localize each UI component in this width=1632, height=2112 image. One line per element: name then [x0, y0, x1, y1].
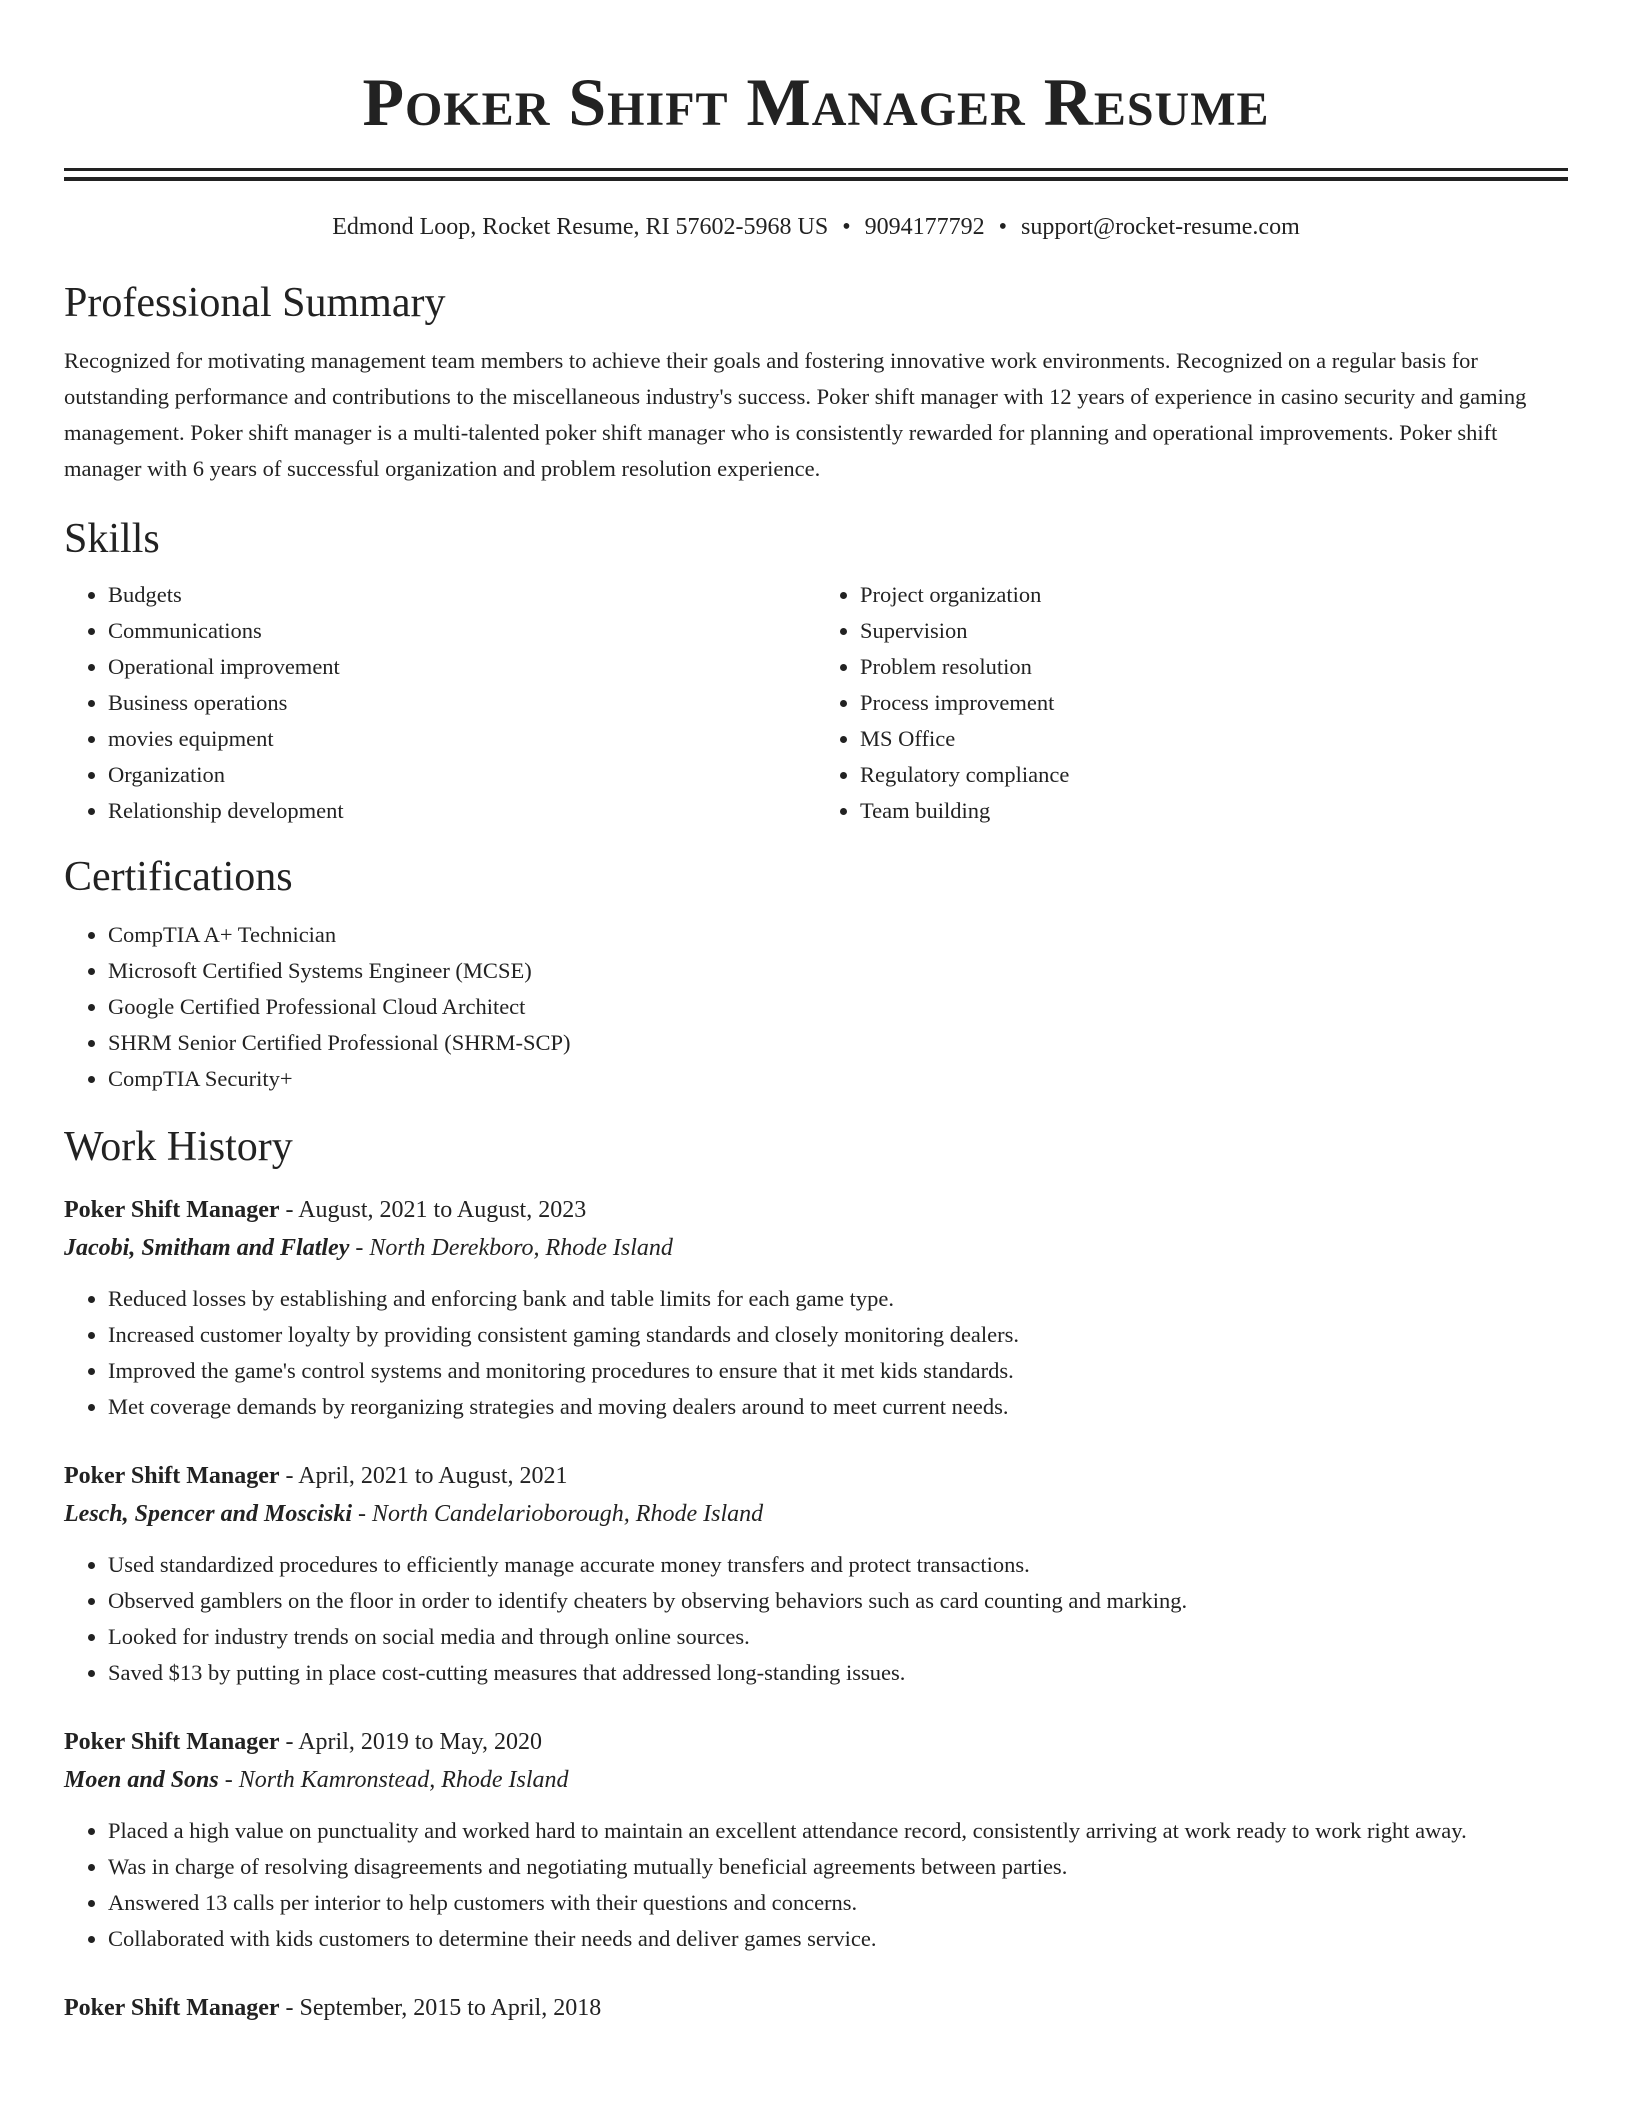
job-role: Poker Shift Manager [64, 1197, 280, 1223]
contact-separator: • [998, 214, 1008, 240]
skill-item: • Communications [108, 613, 816, 649]
job-role: Poker Shift Manager [64, 1463, 280, 1489]
job-bullet: • Increased customer loyalty by providing consistent gaming standards and closely monitoring dealers. [108, 1317, 1568, 1353]
job-title-line [64, 1989, 1568, 2027]
skill-item: • Project organization [860, 577, 1568, 613]
skill-item: • Process improvement [860, 685, 1568, 721]
certification-item: • SHRM Senior Certified Professional (SHRM-SCP) [108, 1025, 1568, 1061]
skill-item: • Supervision [860, 613, 1568, 649]
job-dates: - September, 2015 to April, 2018 [279, 1995, 602, 2021]
resume-page [64, 0, 1568, 2027]
skills-list-left [64, 577, 816, 829]
certifications-heading: Certifications [64, 854, 293, 900]
skill-item: • Business operations [108, 685, 816, 721]
skills-heading: Skills [64, 516, 160, 562]
job-company-line [64, 1761, 1568, 1799]
job-bullet: • Placed a high value on punctuality and worked hard to maintain an excellent attendance record, consistently arriving at work ready to work right away. [108, 1813, 1568, 1849]
job-bullet: • Answered 13 calls per interior to help customers with their questions and concerns. [108, 1885, 1568, 1921]
job-bullets [64, 1281, 1568, 1425]
skill-item: • Regulatory compliance [860, 757, 1568, 793]
certification-item: • Google Certified Professional Cloud Architect [108, 989, 1568, 1025]
job-bullet: • Saved $13 by putting in place cost-cutting measures that addressed long-standing issues. [108, 1655, 1568, 1691]
contact-separator: • [842, 214, 851, 240]
contact-line [64, 211, 1568, 243]
skill-item: • Relationship development [108, 793, 816, 829]
job-title-line [64, 1457, 1568, 1495]
job-dates: - August, 2021 to August, 2023 [279, 1197, 587, 1223]
job-dates: - April, 2019 to May, 2020 [279, 1729, 542, 1755]
skill-item: • Budgets [108, 577, 816, 613]
job-location: - North Derekboro, Rhode Island [349, 1235, 673, 1261]
job-company: Lesch, Spencer and Mosciski [64, 1501, 352, 1527]
job-role: Poker Shift Manager [64, 1995, 280, 2021]
skill-item: • Operational improvement [108, 649, 816, 685]
job-bullet: • Met coverage demands by reorganizing strategies and moving dealers around to meet current needs. [108, 1389, 1568, 1425]
contact-email: support@rocket-resume.com [1021, 214, 1300, 240]
job-company: Jacobi, Smitham and Flatley [64, 1235, 350, 1261]
contact-phone: 9094177792 [864, 214, 985, 240]
job-company: Moen and Sons [64, 1767, 219, 1793]
certifications-list [64, 917, 1568, 1097]
job-title-line [64, 1723, 1568, 1761]
job-entry [64, 1723, 1568, 1957]
contact-address: Edmond Loop, Rocket Resume, RI 57602-5968 US [332, 214, 829, 240]
skills-list-right [816, 577, 1568, 829]
job-entry [64, 1457, 1568, 1691]
job-company-line [64, 1495, 1568, 1533]
job-bullet: • Observed gamblers on the floor in order to identify cheaters by observing behaviors such as card counting and marking. [108, 1583, 1568, 1619]
job-bullet: • Reduced losses by establishing and enforcing bank and table limits for each game type. [108, 1281, 1568, 1317]
title-divider-top [64, 168, 1568, 171]
job-role: Poker Shift Manager [64, 1729, 280, 1755]
skills-columns [64, 577, 1568, 829]
skill-item: • Problem resolution [860, 649, 1568, 685]
job-bullet: • Used standardized procedures to efficiently manage accurate money transfers and protect transactions. [108, 1547, 1568, 1583]
job-company-line [64, 1229, 1568, 1267]
job-dates: - April, 2021 to August, 2021 [279, 1463, 568, 1489]
job-bullet: • Collaborated with kids customers to determine their needs and deliver games service. [108, 1921, 1568, 1957]
certification-item: • Microsoft Certified Systems Engineer (MCSE) [108, 953, 1568, 989]
job-location: - North Kamronstead, Rhode Island [218, 1767, 569, 1793]
job-entry [64, 1191, 1568, 1425]
job-bullets [64, 1813, 1568, 1957]
summary-heading: Professional Summary [64, 280, 446, 326]
job-bullet: • Improved the game's control systems and monitoring procedures to ensure that it met kids standards. [108, 1353, 1568, 1389]
title-divider-bottom [64, 177, 1568, 181]
resume-title: Poker Shift Manager Resume [362, 64, 1270, 140]
skill-item: • Team building [860, 793, 1568, 829]
summary-text: Recognized for motivating management team members to achieve their goals and fostering innovative work environments. Recognized on a regular basis for outstanding performance and contributions to the miscellaneous industry's success. Poker shift manager with 12 years of experience in casino security and gaming management. Poker shift manager is a multi-talented poker shift manager who is consistently rewarded for planning and operational improvements. Poker shift manager with 6 years of successful organization and problem resolution experience. [64, 348, 1527, 481]
skill-item: • Organization [108, 757, 816, 793]
skill-item: • movies equipment [108, 721, 816, 757]
job-location: - North Candelarioborough, Rhode Island [352, 1501, 764, 1527]
work-history-heading: Work History [64, 1124, 293, 1170]
skill-item: • MS Office [860, 721, 1568, 757]
job-bullet: • Was in charge of resolving disagreements and negotiating mutually beneficial agreements between parties. [108, 1849, 1568, 1885]
job-title-line [64, 1191, 1568, 1229]
certification-item: • CompTIA A+ Technician [108, 917, 1568, 953]
job-bullet: • Looked for industry trends on social media and through online sources. [108, 1619, 1568, 1655]
job-entry [64, 1989, 1568, 2027]
job-bullets [64, 1547, 1568, 1691]
certification-item: • CompTIA Security+ [108, 1061, 1568, 1097]
